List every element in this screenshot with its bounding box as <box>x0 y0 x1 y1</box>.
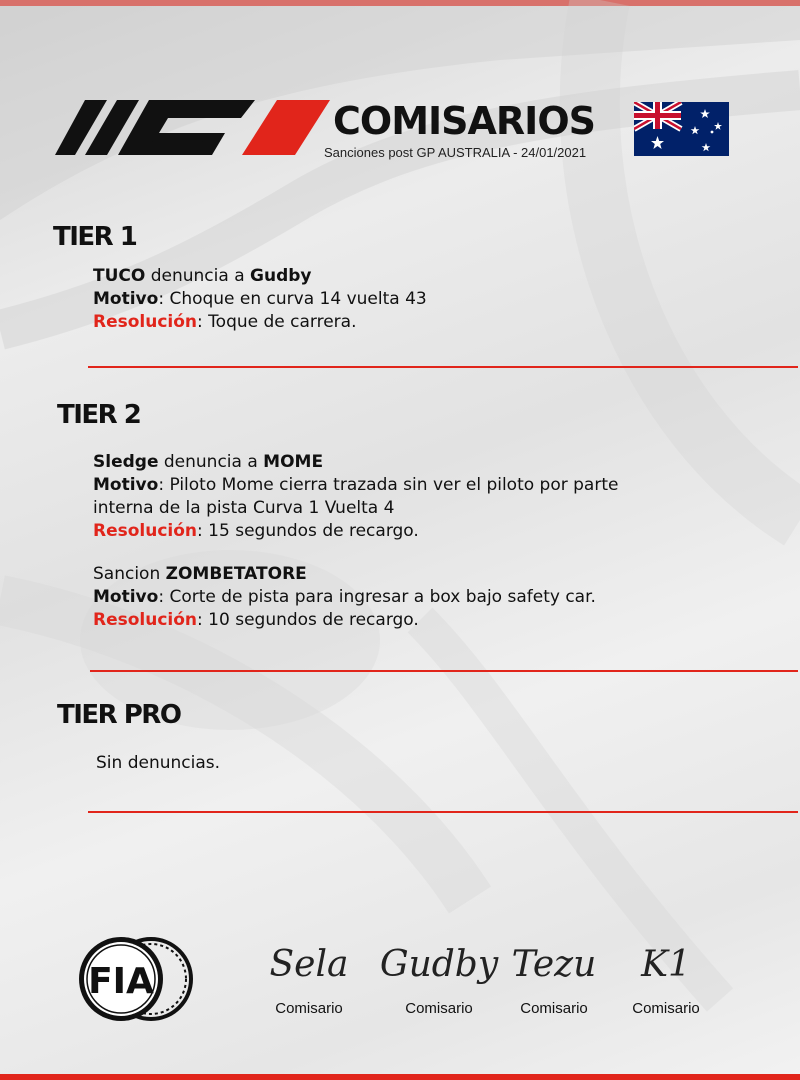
resolucion-text: : Toque de carrera. <box>197 312 357 332</box>
signature-1 <box>249 940 369 1017</box>
motivo-text: : Choque en curva 14 vuelta 43 <box>158 289 427 309</box>
accused: ZOMBETATORE <box>165 564 307 584</box>
page-title: COMISARIOS <box>333 99 595 143</box>
case-parties <box>93 451 773 474</box>
tier-2-case-1 <box>93 451 773 543</box>
resolucion-label: Resolución <box>93 312 198 332</box>
signature-caption: Comisario <box>632 1000 700 1017</box>
sanction-prefix: Sancion <box>93 564 166 584</box>
case-resolucion <box>93 311 753 334</box>
signature-script: Gudby <box>379 944 499 985</box>
fia-logo-text: FIA <box>88 961 154 1002</box>
motivo-text: : Piloto Mome cierra trazada sin ver el piloto por parte <box>158 475 619 495</box>
complainant: TUCO <box>93 266 146 286</box>
case-motivo <box>93 586 773 609</box>
signature-3 <box>494 940 614 1017</box>
case-motivo <box>93 474 773 497</box>
signature-4 <box>606 940 726 1017</box>
tier-2-heading: TIER 2 <box>57 400 141 430</box>
signature-script: K1 <box>641 944 691 985</box>
complainant: Sledge <box>93 452 159 472</box>
signature-2 <box>379 940 499 1017</box>
case-motivo <box>93 288 753 311</box>
signature-script: Tezu <box>511 944 597 985</box>
tier-pro-note: Sin denuncias. <box>96 753 221 773</box>
tier-1-case <box>93 265 753 334</box>
motivo-label: Motivo <box>93 587 159 607</box>
case-parties <box>93 265 753 288</box>
signature-script: Sela <box>269 944 349 985</box>
connector: denuncia a <box>158 452 264 472</box>
case-resolucion <box>93 520 773 543</box>
accused: MOME <box>263 452 324 472</box>
accused: Gudby <box>250 266 312 286</box>
separator-line <box>90 670 798 672</box>
separator-line <box>88 811 798 813</box>
connector: denuncia a <box>145 266 251 286</box>
case-motivo-line-2: interna de la pista Curva 1 Vuelta 4 <box>93 498 395 518</box>
tier-1-heading: TIER 1 <box>53 222 137 252</box>
signature-caption: Comisario <box>275 1000 343 1017</box>
resolucion-label: Resolución <box>93 610 198 630</box>
motivo-text: : Corte de pista para ingresar a box bajo safety car. <box>158 587 596 607</box>
fia-logo-icon <box>77 935 195 1023</box>
motivo-label: Motivo <box>93 289 159 309</box>
australia-flag-icon <box>634 102 729 156</box>
resolucion-text: : 15 segundos de recargo. <box>197 521 419 541</box>
resolucion-text: : 10 segundos de recargo. <box>197 610 419 630</box>
page-subtitle: Sanciones post GP AUSTRALIA - 24/01/2021 <box>324 145 587 160</box>
case-parties <box>93 563 773 586</box>
signature-caption: Comisario <box>520 1000 588 1017</box>
f1-logo-icon <box>55 100 330 158</box>
motivo-label: Motivo <box>93 475 159 495</box>
tier-2-case-2 <box>93 563 773 632</box>
separator-line <box>88 366 798 368</box>
case-resolucion <box>93 609 773 632</box>
bottom-accent-bar <box>0 1074 800 1080</box>
tier-pro-heading: TIER PRO <box>57 700 181 730</box>
resolucion-label: Resolución <box>93 521 198 541</box>
signature-caption: Comisario <box>405 1000 473 1017</box>
